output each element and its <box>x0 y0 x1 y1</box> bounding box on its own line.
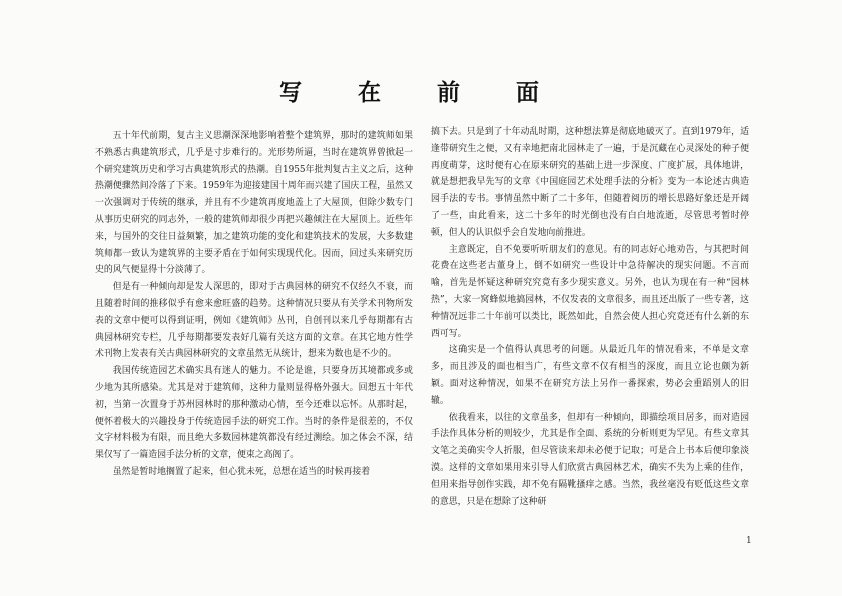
paragraph: 主意既定，自不免要听听朋友们的意见。有的同志好心地劝告，与其把时间花费在这些老古董身上，倒不如研究一些设计中急待解决的现实问题。不言而喻，首先是怀疑这种研究究竟有多少现实意义。另外，也认为现在有一种“园林热”，大家一窝蜂似地搞园林，不仅发表的文章很多，而且还出版了一些专著，这种情况远非二十年前可以类比，既然如此，自然会使人担心究竟还有什么新的东西可写。 <box>431 244 749 339</box>
paragraph: 五十年代前期，复古主义思潮深深地影响着整个建筑界，那时的建筑师如果不熟悉古典建筑形式，几乎是寸步难行的。光形势所逼，当时在建筑界曾掀起一个研究建筑历史和学习古典建筑形式的热潮。自1955年批判复古主义之后，这种热潮便骤然间冷落了下来。1959年为迎接建国十周年而兴建了国庆工程，虽然又一次强调对于传统的继承，并且有不少建筑再度地盖上了大屋顶，但除少数专门从事历史研究的同志外，一般的建筑师却很少再把兴趣倾注在大屋顶上。近些年来，与国外的交往日益频繁，加之建筑功能的变化和建筑技术的发展，大多数建筑师都一致认为建筑界的主要矛盾在于如何实现现代化。因而，回过头来研究历史的风气便显得十分淡薄了。 <box>95 131 413 276</box>
page-number: 1 <box>746 536 752 546</box>
paragraph: 这确实是一个值得认真思考的问题。从最近几年的情况看来，不单是文章多，而且涉及的面也相当广，有些文章不仅有相当的深度，而且立论也颇为新颖。面对这种情况，如果不在研究方法上另作一番探索，势必会重蹈别人的旧辙。 <box>431 345 749 406</box>
paragraph: 我国传统造园艺术确实具有迷人的魅力。不论是谁，只要身历其境都或多或少地为其所感染。尤其是对于建筑师，这种力量则显得格外强大。回想五十年代初，当第一次置身于苏州园林时的那种激动心情，至今还难以忘怀。从那时起，便怀着极大的兴趣投身于传统造园手法的研究工作。当时的条件是很差的，不仅文字材料极为有限，而且绝大多数园林建筑都没有经过测绘。加之体会不深，结果仅写了一篇造园手法分析的文章，便束之高阁了。 <box>95 366 413 461</box>
page-title: 写 在 前 面 <box>278 80 564 106</box>
paragraph: 搞下去。只是到了十年动乱时期，这种想法算是彻底地破灭了。直到1979年，适逢带研究生之便，又有幸地把南北园林走了一遍，于是沉藏在心灵深处的种子便再度萌芽，这时便有心在原来研究的基础上进一步深度、广度扩展，具体地讲，就是想把我早先写的文章《中国庭园艺术处理手法的分析》变为一本论述古典造园手法的专书。事情虽然中断了二十多年，但随着阅历的增长思路好象还是开阔了一些，由此看来，这二十多年的时光倒也没有白白地流逝，尽管思考暂时停顿，但人的认识似乎会自发地向前推进。 <box>431 127 749 238</box>
paragraph: 但是有一种倾向却是发人深思的，即对于古典园林的研究不仅经久不衰，而且随着时间的推移似乎有愈来愈旺盛的趋势。这种情况只要从有关学术刊物所发表的文章中便可以得到证明，例如《建筑师》丛刊，自创刊以来几乎每期都有古典园林研究专栏，几乎每期都要发表好几篇有关这方面的文章。在其它地方性学术刊物上发表有关古典园林研究的文章虽然无从统计，想来为数也是不少的。 <box>95 282 413 360</box>
right-column <box>431 124 749 510</box>
paragraph: 依我看来，以往的文章虽多，但却有一种倾向，即描绘项目居多，而对造园手法作具体分析的则较少，尤其是作全面、系统的分析则更为罕见。有些文章其文笔之美确实令人折服，但尽管读来却未必便于记取；可是合上书本后便印象淡漠。这样的文章如果用来引导人们欣赏古典园林艺术，确实不失为上乘的佳作，但用来指导创作实践，却不免有隔靴搔痒之感。当然，我丝毫没有贬低这些文章的意思，只是在想除了这种研 <box>431 412 749 507</box>
paragraph: 虽然是暂时地搁置了起来，但心犹未死，总想在适当的时候再接着 <box>112 466 371 477</box>
left-column <box>95 128 413 481</box>
